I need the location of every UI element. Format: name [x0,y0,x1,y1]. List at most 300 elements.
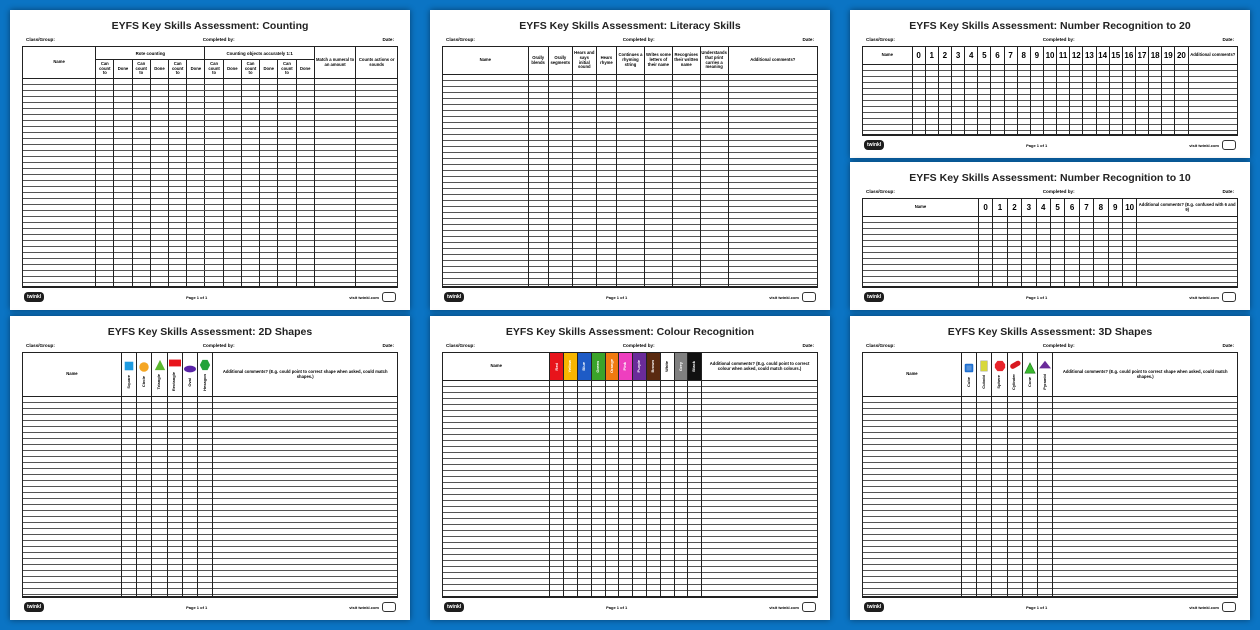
entry-cells[interactable] [863,65,912,134]
rectangle-icon [169,357,181,369]
entry-cells[interactable] [617,75,644,286]
entry-cells[interactable] [1175,65,1187,134]
column-header-label: Grey [677,361,683,372]
column-group-header: Rote counting [96,47,204,60]
entry-cells[interactable] [1136,65,1148,134]
completed-by-label: Completed by: [1042,37,1075,42]
entry-cells[interactable] [550,381,563,596]
column-header [617,47,644,75]
column-header [1070,47,1082,65]
table-column [688,353,702,596]
table-column [1175,47,1188,134]
column-header-label: Can count to [281,60,293,76]
entry-cells[interactable] [23,397,121,596]
column-header-label: Hears and says initial sound [574,49,595,70]
class-group-label: Class/Group: [446,37,475,42]
column-header [205,60,222,79]
site-link [1189,292,1236,302]
column-header [169,60,186,79]
column-header-label: Cylinder [1011,373,1017,390]
column-header-label: 7 [1008,50,1013,60]
entry-cells[interactable] [702,381,817,596]
column-header [992,353,1006,397]
column-header [1097,47,1109,65]
column-header-label: Orally blends [531,54,545,65]
entry-cells[interactable] [913,65,925,134]
table-column [297,60,314,286]
entry-cells[interactable] [675,381,688,596]
entry-cells[interactable] [1005,65,1017,134]
column-header-label: Purple [636,360,642,373]
entry-cells[interactable] [183,397,197,596]
site-text: visit twinkl.com [1189,294,1219,300]
table-column [550,353,564,596]
badge-icon [802,602,816,612]
column-header-label: 14 [1098,50,1108,60]
entry-cells[interactable] [315,79,356,286]
entry-cells[interactable] [1037,217,1050,286]
entry-cells[interactable] [1149,65,1161,134]
column-header [729,47,817,75]
date-label: Date: [802,343,814,348]
column-header [863,47,912,65]
class-group-label: Class/Group: [866,343,895,348]
entry-cells[interactable] [224,79,241,286]
entry-cells[interactable] [578,381,591,596]
colour-swatch-header [592,353,605,381]
column-header [1110,47,1122,65]
table-column [443,353,550,596]
table-column [1065,199,1079,286]
entry-cells[interactable] [1053,397,1237,596]
column-header [356,47,397,79]
column-header [939,47,951,65]
column-header [701,47,728,75]
column-header-label: 9 [1113,202,1118,212]
worksheet-meta [26,37,394,44]
table-column [592,353,606,596]
completed-by-label: Completed by: [202,343,235,348]
column-header [133,60,150,79]
column-header-label: Black [691,361,697,372]
column-header [1038,353,1052,397]
column-header [573,47,596,75]
entry-cells[interactable] [965,65,977,134]
entry-cells[interactable] [1018,65,1030,134]
column-header-label: 5 [982,50,987,60]
entry-cells[interactable] [1109,217,1122,286]
table-column [1022,199,1036,286]
column-header-label: 10 [1125,202,1135,212]
table-column [1008,199,1022,286]
column-header [1175,47,1187,65]
colour-swatch-header [688,353,701,381]
column-header-label: 6 [1069,202,1075,212]
cylinder-icon [1009,359,1021,371]
entry-cells[interactable] [1080,217,1093,286]
entry-cells[interactable] [993,217,1006,286]
entry-cells[interactable] [151,79,168,286]
site-link [1189,140,1236,150]
column-header [977,353,991,397]
column-header-label: Writes some letters of their name [645,52,671,67]
badge-icon [1222,602,1236,612]
column-header [260,60,277,79]
assessment-table [22,46,398,288]
twinkl-logo: twinkl [444,602,464,612]
worksheet-title: EYFS Key Skills Assessment: Number Recognition to 20 [909,20,1191,32]
table-column [952,47,965,134]
column-header-label: 1 [997,202,1003,212]
worksheet-literacy [430,10,830,310]
twinkl-logo: twinkl [864,602,884,612]
entry-cells[interactable] [992,397,1006,596]
entry-cells[interactable] [673,75,700,286]
hexagon-icon [199,359,211,371]
site-link [769,602,816,612]
column-header [529,47,548,75]
entry-cells[interactable] [592,381,605,596]
site-text: visit twinkl.com [769,294,799,300]
entry-cells[interactable] [597,75,616,286]
table-column [647,353,661,596]
entry-cells[interactable] [1044,65,1056,134]
column-header-label: Done [190,65,202,71]
table-column [1005,47,1018,134]
table-column [1051,199,1065,286]
table-column [1123,47,1136,134]
square-icon [123,360,135,372]
entry-cells[interactable] [213,397,397,596]
column-header-label: White [663,361,669,372]
table-column [1137,199,1237,286]
entry-cells[interactable] [443,381,549,596]
column-header [1018,47,1030,65]
worksheet-shapes2d [10,316,410,620]
column-header-label: 19 [1163,50,1173,60]
table-column [23,353,122,596]
table-column [1083,47,1096,134]
entry-cells[interactable] [1110,65,1122,134]
colour-swatch-header [578,353,591,381]
column-header [1008,353,1022,397]
column-header-label: Can count to [208,60,220,76]
column-header-label: 17 [1137,50,1147,60]
entry-cells[interactable] [1137,217,1237,286]
class-group-label: Class/Group: [26,37,55,42]
table-column [187,60,204,286]
table-column [977,353,992,596]
column-header-label: 8 [1098,202,1104,212]
colour-swatch-header [619,353,632,381]
entry-cells[interactable] [278,79,295,286]
entry-cells[interactable] [1189,65,1238,134]
column-header-label: Red [553,362,559,371]
entry-cells[interactable] [1070,65,1082,134]
table-column [152,353,167,596]
column-header-label: 0 [916,50,921,60]
entry-cells[interactable] [23,79,95,286]
entry-cells[interactable] [242,79,259,286]
entry-cells[interactable] [1051,217,1064,286]
column-header-label: Name [490,363,502,369]
entry-cells[interactable] [1022,217,1035,286]
column-header [993,199,1006,217]
column-header [96,60,113,79]
table-column [702,353,817,596]
worksheet-meta [866,189,1234,196]
table-column [729,47,817,286]
completed-by-label: Completed by: [202,37,235,42]
column-header-label: Additional comments? [750,57,796,63]
column-header [1123,47,1135,65]
table-column [991,47,1004,134]
table-column [1097,47,1110,134]
table-column [606,353,620,596]
column-header [1149,47,1161,65]
oval-icon [184,363,196,375]
table-column [122,353,137,596]
entry-cells[interactable] [729,75,817,286]
class-group-label: Class/Group: [866,189,895,194]
circle-icon [138,361,150,373]
column-header-label: 4 [968,50,974,60]
column-header [597,47,616,75]
sphere-icon [994,360,1006,372]
column-header-label: Name [53,59,65,65]
entry-cells[interactable] [1083,65,1095,134]
page-number: Page 1 of 1 [1026,604,1048,610]
entry-cells[interactable] [443,75,528,286]
table-column [169,60,187,286]
entry-cells[interactable] [198,397,212,596]
pyramid-icon [1039,359,1051,371]
table-column [578,353,592,596]
table-column [1080,199,1094,286]
table-column [675,353,689,596]
column-header [1137,199,1237,217]
entry-cells[interactable] [168,397,182,596]
entry-cells[interactable] [1097,65,1109,134]
table-column [979,199,993,286]
entry-cells[interactable] [1123,65,1135,134]
column-header-label: 1 [929,50,934,60]
entry-cells[interactable] [1057,65,1069,134]
column-header [926,47,938,65]
entry-cells[interactable] [1094,217,1107,286]
entry-cells[interactable] [978,65,990,134]
entry-cells[interactable] [114,79,131,286]
table-column [1070,47,1083,134]
table-column [597,47,617,286]
column-header [242,60,259,79]
entry-cells[interactable] [863,217,978,286]
column-header-label: Cube [965,377,971,387]
column-header-label: Additional comments? (E.g. confused with 6 and 9) [1138,201,1236,212]
twinkl-logo: twinkl [864,140,884,150]
table-column [992,353,1007,596]
table-column [1008,353,1023,596]
entry-cells[interactable] [529,75,548,286]
table-column [993,199,1007,286]
column-header [187,60,204,79]
table-column [701,47,729,286]
column-header [913,47,925,65]
column-header [1037,199,1050,217]
entry-cells[interactable] [688,381,701,596]
column-group-header: Counting objects accurately 1:1 [205,47,313,60]
entry-cells[interactable] [549,75,572,286]
site-text: visit twinkl.com [349,604,379,610]
entry-cells[interactable] [297,79,314,286]
table-column [278,60,296,286]
column-header-label: Name [479,57,491,63]
table-column [913,47,926,134]
entry-cells[interactable] [573,75,596,286]
entry-cells[interactable] [619,381,632,596]
site-text: visit twinkl.com [1189,142,1219,148]
column-header-label: Pink [622,362,628,371]
entry-cells[interactable] [169,79,186,286]
entry-cells[interactable] [187,79,204,286]
column-header [1094,199,1107,217]
colour-swatch-header [564,353,577,381]
table-column [1038,353,1053,596]
site-text: visit twinkl.com [769,604,799,610]
column-header-label: Rectangle [171,372,177,392]
entry-cells[interactable] [991,65,1003,134]
column-header [1083,47,1095,65]
table-column [151,60,169,286]
worksheet-meta [446,343,814,350]
entry-cells[interactable] [1123,217,1136,286]
site-text: visit twinkl.com [1189,604,1219,610]
column-header [965,47,977,65]
twinkl-logo: twinkl [24,602,44,612]
entry-cells[interactable] [606,381,619,596]
triangle-icon [154,359,166,371]
table-column [168,353,183,596]
entry-cells[interactable] [863,397,961,596]
assessment-table [862,46,1238,136]
column-header-label: Pyramid [1042,374,1048,390]
entry-cells[interactable] [701,75,728,286]
entry-cells[interactable] [1031,65,1043,134]
entry-cells[interactable] [1008,217,1021,286]
entry-cells[interactable] [1023,397,1037,596]
date-label: Date: [382,37,394,42]
column-header-label: 18 [1150,50,1160,60]
column-header [168,353,182,397]
entry-cells[interactable] [1065,217,1078,286]
entry-cells[interactable] [1008,397,1022,596]
entry-cells[interactable] [977,397,991,596]
column-header-label: Cone [1026,377,1032,387]
entry-cells[interactable] [939,65,951,134]
table-column [645,47,673,286]
column-header-label: 16 [1124,50,1134,60]
column-header [137,353,151,397]
column-header-label: Can count to [135,60,147,76]
entry-cells[interactable] [260,79,277,286]
column-header [979,199,992,217]
column-header-label: 5 [1055,202,1060,212]
table-column [1037,199,1051,286]
worksheet-footer [442,598,818,616]
column-header [297,60,314,79]
entry-cells[interactable] [661,381,674,596]
entry-cells[interactable] [137,397,151,596]
entry-cells[interactable] [633,381,646,596]
column-header [23,353,121,397]
entry-cells[interactable] [205,79,222,286]
entry-cells[interactable] [926,65,938,134]
column-header-label: Circle [140,376,146,388]
entry-cells[interactable] [122,397,136,596]
worksheet-num10 [850,162,1250,310]
entry-cells[interactable] [952,65,964,134]
column-header [549,47,572,75]
page-number: Page 1 of 1 [606,294,628,300]
completed-by-label: Completed by: [1042,343,1075,348]
column-header [1189,47,1238,65]
column-header-label: Can count to [244,60,257,76]
entry-cells[interactable] [564,381,577,596]
column-header-label: 8 [1021,50,1026,60]
badge-icon [382,602,396,612]
entry-cells[interactable] [152,397,166,596]
worksheet-meta [26,343,394,350]
table-column [1110,47,1123,134]
column-header-label: Done [117,65,129,71]
table-column [260,60,278,286]
entry-cells[interactable] [1038,397,1052,596]
table-column [863,47,913,134]
column-header-label: 11 [1058,50,1068,60]
site-link [769,292,816,302]
column-header-label: Triangle [156,374,162,390]
class-group-label: Class/Group: [866,37,895,42]
column-header-label: Orange [608,359,614,374]
table-column [1162,47,1175,134]
entry-cells[interactable] [647,381,660,596]
badge-icon [1222,292,1236,302]
entry-cells[interactable] [96,79,113,286]
table-column [673,47,701,286]
entry-cells[interactable] [356,79,397,286]
entry-cells[interactable] [979,217,992,286]
entry-cells[interactable] [1162,65,1174,134]
column-header [673,47,700,75]
column-header-label: Brown [650,360,656,373]
column-header-label: 10 [1045,50,1055,60]
page-number: Page 1 of 1 [1026,294,1048,300]
column-header-label: Oval [186,377,192,387]
table-column [549,47,573,286]
entry-cells[interactable] [645,75,672,286]
column-header [978,47,990,65]
table-column [1057,47,1070,134]
entry-cells[interactable] [962,397,976,596]
column-header [213,353,397,397]
column-header [152,353,166,397]
column-header [151,60,168,79]
entry-cells[interactable] [133,79,150,286]
date-label: Date: [382,343,394,348]
table-column [1031,47,1044,134]
column-header-label: Match a numeral to an amount [316,56,355,67]
column-header-label: 20 [1176,50,1186,60]
